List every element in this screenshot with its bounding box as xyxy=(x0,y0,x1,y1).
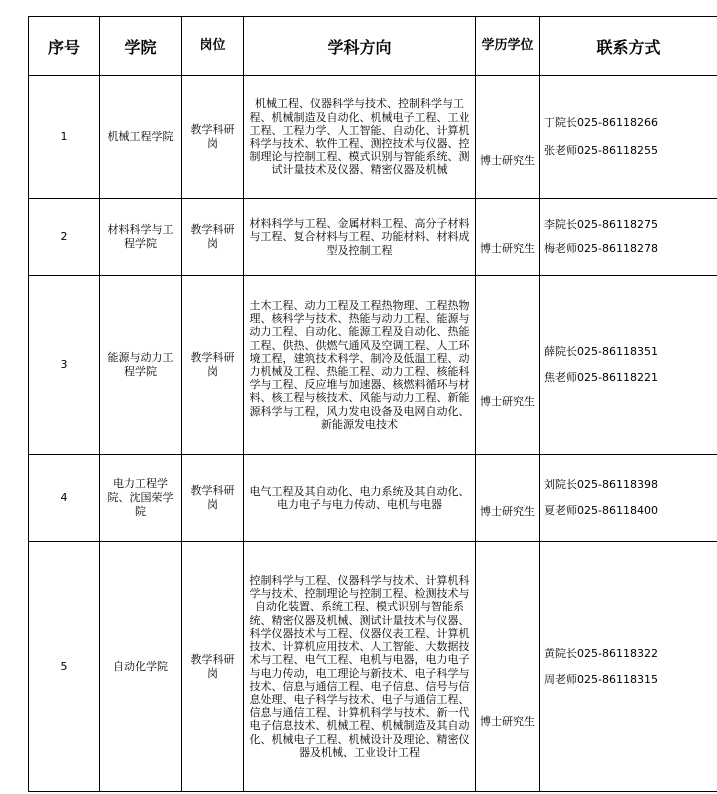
contact-staff: 周老师025-86118315 xyxy=(544,672,658,686)
contact-dean: 黄院长025-86118322 xyxy=(544,646,658,660)
row-contact xyxy=(540,455,717,542)
row-position: 教学科研岗 xyxy=(182,199,244,276)
row-position: 教学科研岗 xyxy=(182,276,244,455)
contact-staff: 焦老师025-86118221 xyxy=(544,371,658,384)
contact-dean: 薛院长025-86118351 xyxy=(544,345,658,358)
contact-staff: 梅老师025-86118278 xyxy=(544,242,658,255)
row-contact xyxy=(540,76,717,199)
row-position: 教学科研岗 xyxy=(182,455,244,542)
row-college: 电力工程学院、沈国荣学院 xyxy=(100,455,182,542)
row-position: 教学科研岗 xyxy=(182,542,244,792)
row-degree: 博士研究生 xyxy=(476,199,540,276)
row-contact xyxy=(540,199,717,276)
row-contact xyxy=(540,276,717,455)
header-index: 序号 xyxy=(29,17,100,76)
row-discipline: 机械工程、仪器科学与技术、控制科学与工程、机械制造及自动化、机械电子工程、工业工程、工程力学、人工智能、自动化、计算机科学与技术、软件工程、测控技术与仪器、控制理论与控制工程、模式识别与智能系统、测试计量技术及仪器、精密仪器及机械 xyxy=(244,76,476,199)
row-degree: 博士研究生 xyxy=(476,276,540,455)
header-college: 学院 xyxy=(100,17,182,76)
header-degree: 学历学位 xyxy=(476,17,540,76)
contact-staff: 张老师025-86118255 xyxy=(544,144,658,157)
row-position: 教学科研岗 xyxy=(182,76,244,199)
header-position: 岗位 xyxy=(182,17,244,76)
row-discipline: 电气工程及其自动化、电力系统及其自动化、电力电子与电力传动、电机与电器 xyxy=(244,455,476,542)
row-college: 自动化学院 xyxy=(100,542,182,792)
header-row xyxy=(29,17,717,76)
table-row xyxy=(29,199,717,276)
header-discipline: 学科方向 xyxy=(244,17,476,76)
row-degree: 博士研究生 xyxy=(476,76,540,199)
row-discipline: 材料科学与工程、金属材料工程、高分子材料与工程、复合材料与工程、功能材料、材料成型及控制工程 xyxy=(244,199,476,276)
contact-dean: 丁院长025-86118266 xyxy=(544,116,658,129)
row-degree: 博士研究生 xyxy=(476,542,540,792)
table-row xyxy=(29,455,717,542)
row-index: 2 xyxy=(29,199,100,276)
row-contact xyxy=(540,542,717,792)
row-index: 5 xyxy=(29,542,100,792)
table-row xyxy=(29,276,717,455)
row-discipline: 土木工程、动力工程及工程热物理、工程热物理、核科学与技术、热能与动力工程、能源与动力工程、自动化、能源工程及自动化、热能工程、供热、供燃气通风及空调工程、人工环境工程，建筑技术科学、制冷及低温工程、动力机械及工程、热能工程、动力工程、核能科学与工程、反应堆与加速器、核燃料循环与材料、核工程与核技术、风能与动力工程、新能源科学与工程，风力发电设备及电网自动化、新能源发电技术 xyxy=(244,276,476,455)
row-index: 1 xyxy=(29,76,100,199)
contact-dean: 李院长025-86118275 xyxy=(544,218,658,231)
header-contact: 联系方式 xyxy=(540,17,717,76)
row-index: 3 xyxy=(29,276,100,455)
recruitment-table xyxy=(28,16,717,792)
row-discipline: 控制科学与工程、仪器科学与技术、计算机科学与技术、控制理论与控制工程、检测技术与自动化装置、系统工程、模式识别与智能系统、精密仪器及机械、测试计量技术与仪器、科学仪器技术与工程、仪器仪表工程、计算机技术、计算机应用技术、人工智能、大数据技术与工程、电气工程、电机与电器，电力电子与电力传动，电工理论与新技术、电子科学与技术、信息与通信工程、电子信息、信号与信息处理、电子科学与技术、电子与通信工程、信息与通信工程、计算机科学与技术、新一代电子信息技术、机械工程、机械制造及其自动化、机械电子工程、机械设计及理论、精密仪器及机械、工业设计工程 xyxy=(244,542,476,792)
row-college: 机械工程学院 xyxy=(100,76,182,199)
table-row xyxy=(29,76,717,199)
row-index: 4 xyxy=(29,455,100,542)
contact-staff: 夏老师025-86118400 xyxy=(544,504,658,517)
row-college: 能源与动力工程学院 xyxy=(100,276,182,455)
table-row xyxy=(29,542,717,792)
row-degree: 博士研究生 xyxy=(476,455,540,542)
row-college: 材料科学与工程学院 xyxy=(100,199,182,276)
contact-dean: 刘院长025-86118398 xyxy=(544,478,658,491)
